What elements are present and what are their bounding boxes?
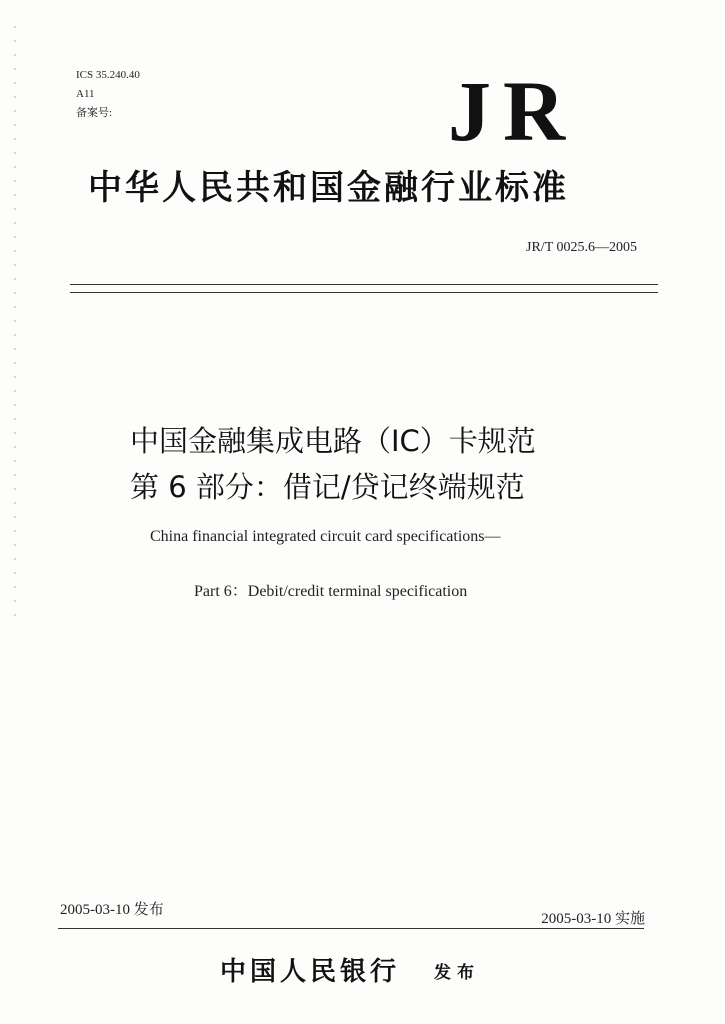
ics-code: ICS 35.240.40 bbox=[76, 69, 140, 81]
issue-date: 2005-03-10 发布 bbox=[60, 902, 164, 918]
document-title-english: China financial integrated circuit card specifications— bbox=[150, 528, 501, 545]
header-divider bbox=[70, 284, 658, 285]
footer-divider bbox=[58, 928, 644, 929]
standard-category-title: 中华人民共和国金融行业标准 bbox=[88, 168, 569, 208]
standard-number: JR/T 0025.6—2005 bbox=[526, 240, 637, 255]
filing-number-label: 备案号: bbox=[76, 107, 113, 119]
publisher-action: 发布 bbox=[434, 963, 480, 983]
implementation-date: 2005-03-10 实施 bbox=[541, 911, 645, 927]
metadata-block bbox=[76, 66, 140, 123]
jr-standard-mark: JR bbox=[448, 63, 578, 159]
title-cn-line-1: 中国金融集成电路（IC）卡规范 bbox=[130, 424, 536, 458]
publisher-name: 中国人民银行 bbox=[220, 957, 401, 987]
classification-code: A11 bbox=[76, 88, 95, 100]
header-divider-secondary bbox=[70, 292, 658, 293]
binding-hole-marks bbox=[12, 20, 18, 620]
document-subtitle-english: Part 6：Debit/credit terminal specification bbox=[194, 583, 468, 600]
document-title-chinese bbox=[130, 418, 650, 510]
title-cn-line-2: 第 6 部分：借记/贷记终端规范 bbox=[130, 470, 525, 504]
